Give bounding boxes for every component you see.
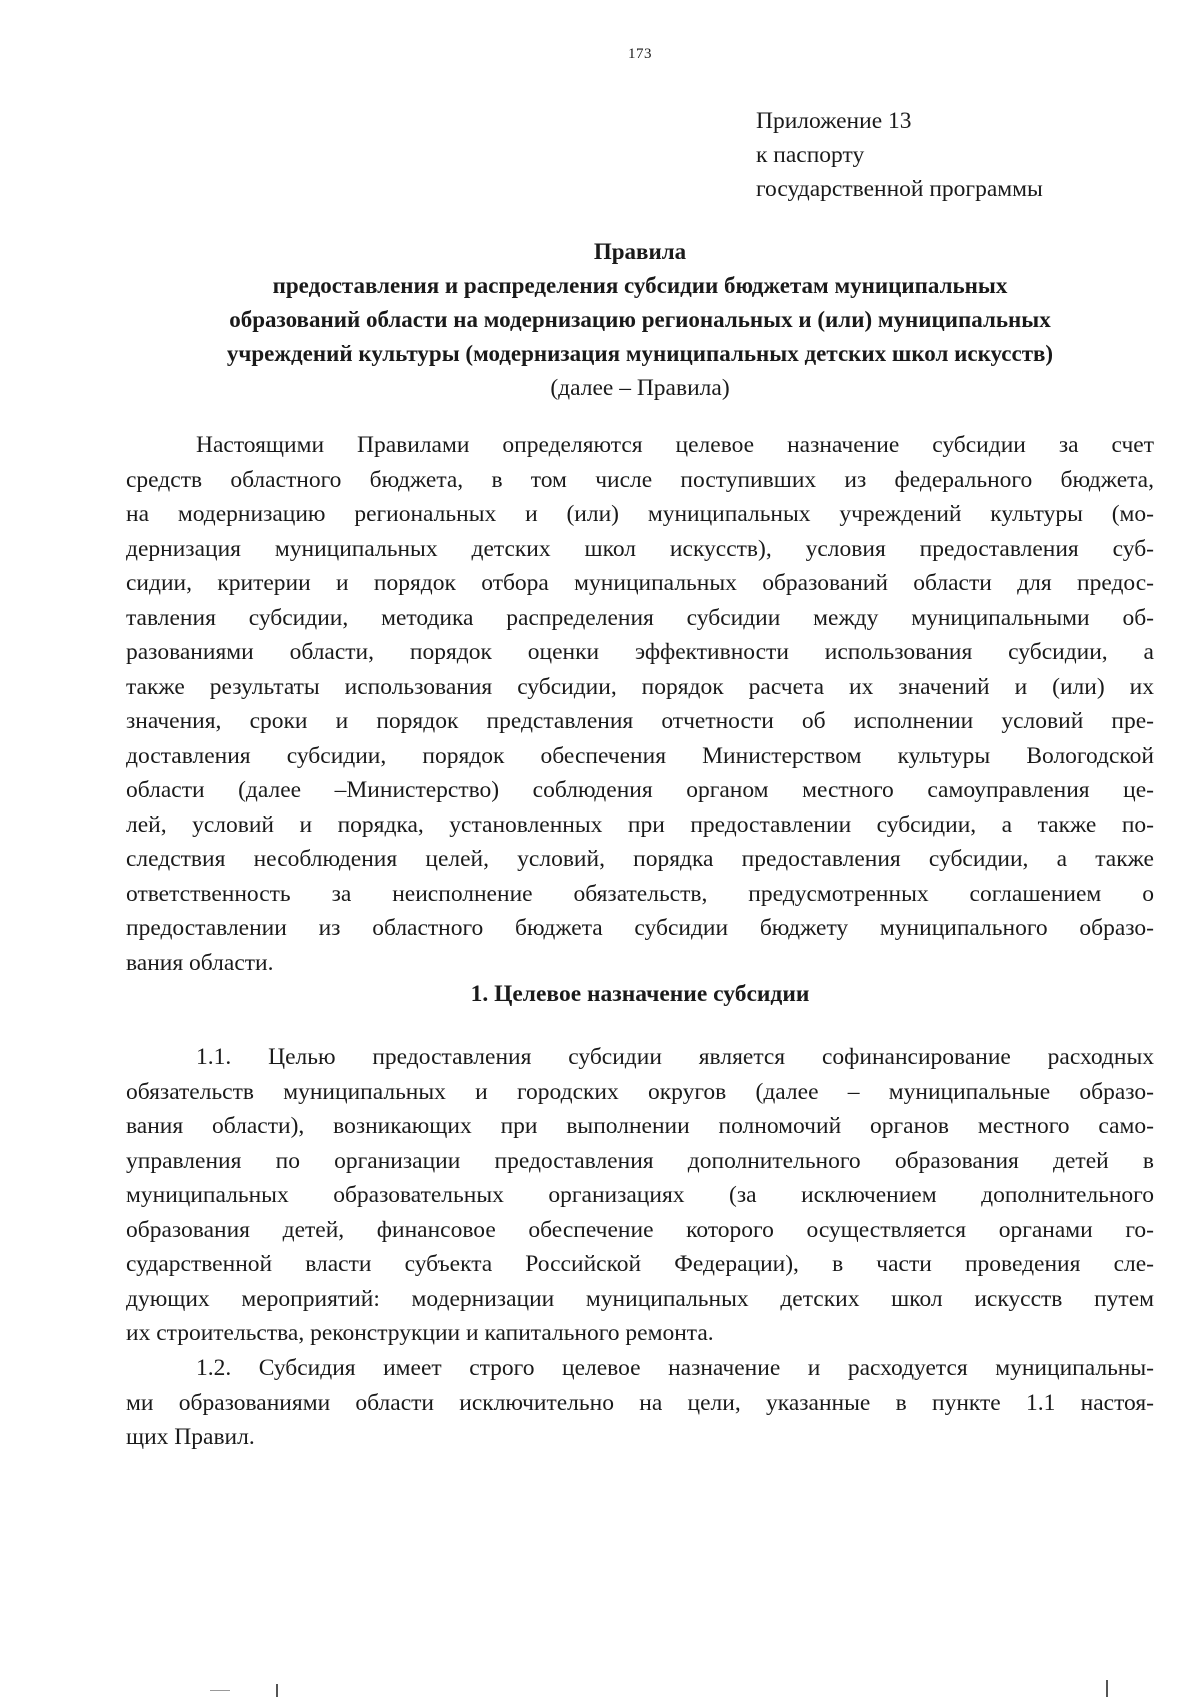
text-line: ми образованиями области исключительно на цели, указанные в пункте 1.1 настоя- [126, 1389, 1154, 1416]
intro-paragraph [126, 428, 1154, 980]
text-line: ответственность за неисполнение обязательств, предусмотренных соглашением о [126, 880, 1154, 907]
text-line: значения, сроки и порядок представления отчетности об исполнении условий пре- [126, 708, 1154, 734]
text-line: вания области. [126, 949, 274, 976]
title-line: образований области на модернизацию региональных и (или) муниципальных [229, 307, 1051, 332]
scan-artifact [210, 1690, 230, 1691]
text-line: разованиями области, порядок оценки эффективности использования субсидии, а [126, 639, 1154, 665]
appendix-note [756, 104, 1043, 206]
scan-artifact [1106, 1680, 1108, 1697]
text-line: предоставлении из областного бюджета субсидии бюджету муниципального образо- [126, 915, 1154, 941]
section-paragraph-1-1 [126, 1040, 1154, 1351]
text-line: обязательств муниципальных и городских округов (далее – муниципальные образо- [126, 1078, 1154, 1105]
text-line: лей, условий и порядка, установленных при предоставлении субсидии, а также по- [126, 811, 1154, 838]
text-line: области (далее –Министерство) соблюдения органом местного самоуправления це- [126, 777, 1154, 803]
appendix-line: к паспорту [756, 142, 865, 168]
text-line: вания области), возникающих при выполнении полномочий органов местного само- [126, 1113, 1154, 1139]
text-line: сидии, критерии и порядок отбора муниципальных образований области для предос- [126, 570, 1154, 596]
text-line: тавления субсидии, методика распределения субсидии между муниципальными об- [126, 604, 1154, 631]
text-line: также результаты использования субсидии, порядок расчета их значений и (или) их [126, 673, 1154, 700]
text-line: на модернизацию региональных и (или) муниципальных учреждений культуры (мо- [126, 501, 1154, 527]
scan-artifact [276, 1684, 278, 1697]
text-line: образования детей, финансовое обеспечение которого осуществляется органами го- [126, 1216, 1154, 1243]
text-line: 1.1. Целью предоставления субсидии является софинансирование расходных [196, 1044, 1154, 1070]
document-title [118, 235, 1162, 405]
page-number: 173 [628, 46, 652, 62]
title-heading: Правила [593, 239, 687, 264]
text-line: сударственной власти субъекта Российской Федерации), в части проведения сле- [126, 1251, 1154, 1277]
text-line: Настоящими Правилами определяются целевое назначение субсидии за счет [196, 432, 1154, 458]
title-line: учреждений культуры (модернизация муниципальных детских школ искусств) [226, 341, 1054, 366]
section-heading: 1. Целевое назначение субсидии [470, 981, 810, 1007]
text-line: средств областного бюджета, в том числе поступивших из федерального бюджета, [126, 466, 1154, 493]
text-line: 1.2. Субсидия имеет строго целевое назначение и расходуется муниципальны- [196, 1355, 1154, 1381]
text-line: управления по организации предоставления дополнительного образования детей в [126, 1147, 1154, 1174]
text-line: дернизация муниципальных детских школ искусств), условия предоставления суб- [126, 535, 1154, 562]
section-paragraph-1-2 [126, 1351, 1154, 1455]
text-line: следствия несоблюдения целей, условий, порядка предоставления субсидии, а также [126, 846, 1154, 872]
text-line: муниципальных образовательных организациях (за исключением дополнительного [126, 1182, 1154, 1208]
title-line: предоставления и распределения субсидии бюджетам муниципальных [272, 273, 1008, 298]
appendix-line: государственной программы [756, 176, 1043, 202]
text-line: щих Правил. [126, 1424, 255, 1450]
text-line: дующих мероприятий: модернизации муниципальных детских школ искусств путем [126, 1285, 1154, 1312]
text-line: доставления субсидии, порядок обеспечения Министерством культуры Вологодской [126, 742, 1154, 769]
title-abbreviation: (далее – Правила) [550, 375, 730, 401]
text-line: их строительства, реконструкции и капитального ремонта. [126, 1320, 714, 1346]
appendix-line: Приложение 13 [756, 108, 912, 134]
